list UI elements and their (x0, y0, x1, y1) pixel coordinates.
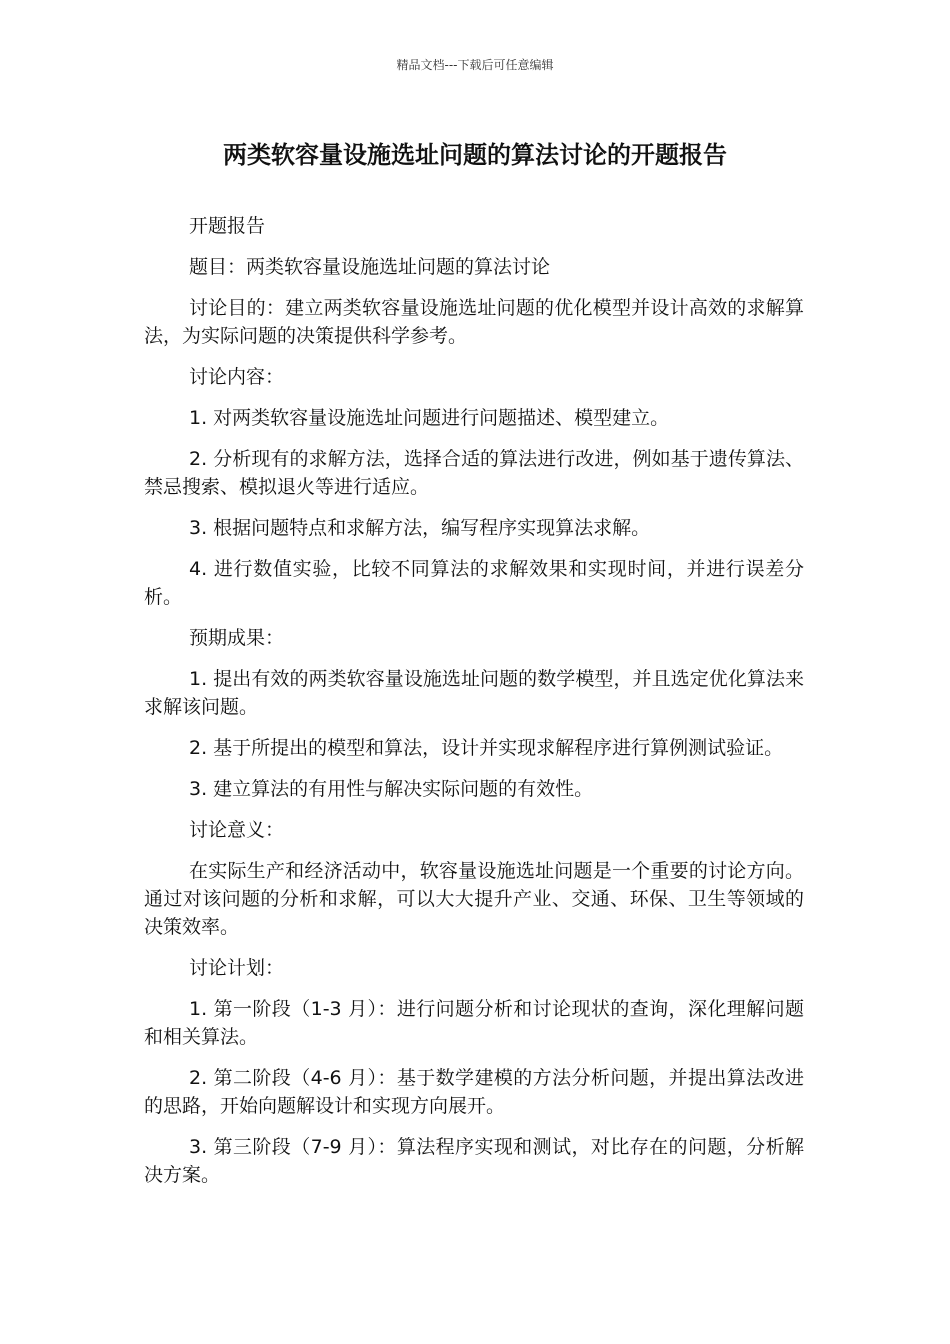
content-item-3: 3. 根据问题特点和求解方法，编写程序实现算法求解。 (189, 517, 651, 539)
content-item-1: 1. 对两类软容量设施选址问题进行问题描述、模型建立。 (189, 407, 670, 429)
paragraph-significance: 在实际生产和经济活动中，软容量设施选址问题是一个重要的讨论方向。通过对该问题的分析和求解，可以大大提升产业、交通、环保、卫生等领域的决策效率。 (144, 860, 804, 938)
paragraph-purpose: 讨论目的：建立两类软容量设施选址问题的优化模型并设计高效的求解算法，为实际问题的决策提供科学参考。 (144, 297, 804, 347)
paragraph-topic: 题目：两类软容量设施选址问题的算法讨论 (189, 256, 551, 278)
result-item-1: 1. 提出有效的两类软容量设施选址问题的数学模型，并且选定优化算法来求解该问题。 (144, 668, 804, 718)
document-body (144, 212, 804, 1202)
result-item-2: 2. 基于所提出的模型和算法，设计并实现求解程序进行算例测试验证。 (189, 737, 784, 759)
heading-expected-results: 预期成果： (189, 627, 285, 649)
paragraph-report-label: 开题报告 (189, 215, 266, 237)
content-item-2: 2. 分析现有的求解方法，选择合适的算法进行改进，例如基于遗传算法、禁忌搜索、模拟退火等进行适应。 (144, 448, 804, 498)
document-title: 两类软容量设施选址问题的算法讨论的开题报告 (223, 141, 727, 169)
plan-item-1: 1. 第一阶段（1-3 月）：进行问题分析和讨论现状的查询，深化理解问题和相关算法。 (144, 998, 804, 1048)
heading-significance: 讨论意义： (189, 819, 285, 841)
content-item-4: 4. 进行数值实验，比较不同算法的求解效果和实现时间，并进行误差分析。 (144, 558, 804, 608)
heading-plan: 讨论计划： (189, 957, 285, 979)
plan-item-2: 2. 第二阶段（4-6 月）：基于数学建模的方法分析问题，并提出算法改进的思路，开始向题解设计和实现方向展开。 (144, 1067, 804, 1117)
result-item-3: 3. 建立算法的有用性与解决实际问题的有效性。 (189, 778, 594, 800)
plan-item-3: 3. 第三阶段（7-9 月）：算法程序实现和测试，对比存在的问题，分析解决方案。 (144, 1136, 804, 1186)
heading-research-content: 讨论内容： (189, 366, 285, 388)
page-header-watermark: 精品文档---下载后可任意编辑 (396, 58, 554, 72)
